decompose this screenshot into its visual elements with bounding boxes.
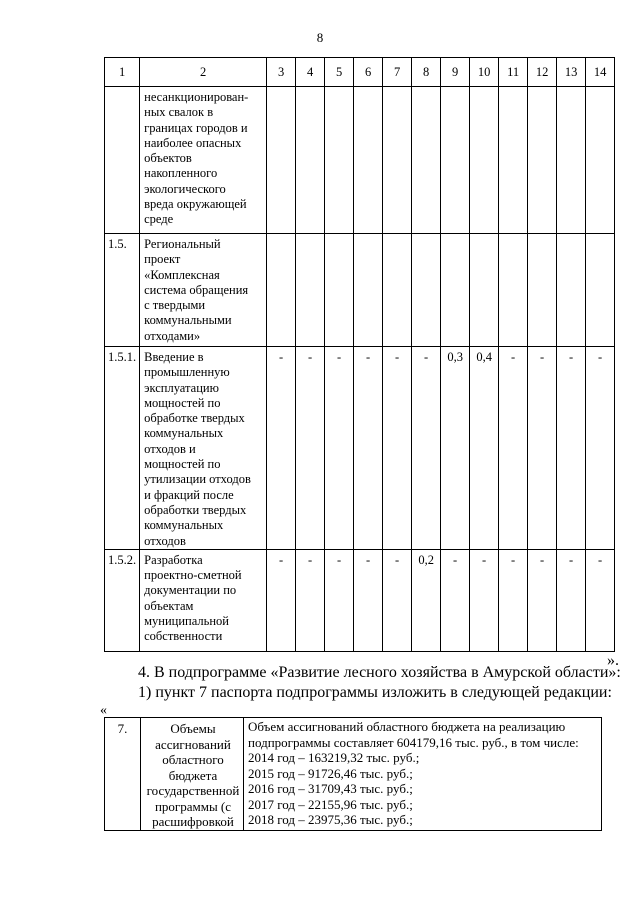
column-header: 14	[586, 58, 615, 87]
value-cell: -	[325, 549, 354, 651]
value-cell	[354, 234, 383, 347]
label-line: государственной	[146, 783, 240, 798]
description-line: коммунальными	[144, 313, 232, 328]
value-cell	[325, 234, 354, 347]
value-cell	[296, 234, 325, 347]
description-line: отходами»	[144, 328, 201, 343]
table-row	[105, 87, 615, 234]
value-cell	[586, 234, 615, 347]
value-cell: -	[354, 549, 383, 651]
value-cell: -	[383, 549, 412, 651]
text-line: 2014 год – 163219,32 тыс. руб.;	[248, 750, 420, 765]
column-header: 12	[528, 58, 557, 87]
passport-label	[141, 718, 244, 831]
description-line: объектам	[144, 598, 194, 613]
value-cell	[383, 87, 412, 234]
row-description	[140, 347, 267, 550]
column-header: 8	[412, 58, 441, 87]
column-header: 5	[325, 58, 354, 87]
table-row	[105, 347, 615, 550]
description-line: вреда окружающей	[144, 197, 247, 212]
description-line: обработке твердых	[144, 411, 245, 426]
funding-table	[104, 57, 615, 652]
column-header: 4	[296, 58, 325, 87]
description-line: проектно-сметной	[144, 568, 242, 583]
description-line: накопленного	[144, 166, 218, 181]
row-number	[105, 87, 140, 234]
value-cell: 0,3	[441, 347, 470, 550]
value-cell: -	[267, 549, 296, 651]
value-cell: -	[557, 549, 586, 651]
description-line: экологического	[144, 181, 226, 196]
description-line: обработки твердых	[144, 502, 247, 517]
description-line: Разработка	[144, 552, 203, 567]
description-line: коммунальных	[144, 426, 224, 441]
text-line: 2016 год – 31709,43 тыс. руб.;	[248, 781, 413, 796]
description-line: и фракций после	[144, 487, 234, 502]
value-cell: -	[586, 347, 615, 550]
value-cell: -	[383, 347, 412, 550]
value-cell	[470, 234, 499, 347]
row-description	[140, 87, 267, 234]
page-number: 8	[316, 30, 324, 45]
value-cell: -	[557, 347, 586, 550]
paragraph-subprogram: 4. В подпрограмме «Развитие лесного хозяйства в Амурской области»:	[138, 664, 621, 681]
value-cell: -	[441, 549, 470, 651]
row-number: 1.5.	[105, 234, 140, 347]
value-cell	[528, 87, 557, 234]
description-line: среде	[144, 212, 174, 227]
value-cell	[586, 87, 615, 234]
column-header: 9	[441, 58, 470, 87]
column-header: 11	[499, 58, 528, 87]
value-cell	[412, 234, 441, 347]
description-line: документации по	[144, 583, 237, 598]
description-line: Введение в	[144, 350, 204, 364]
passport-text	[244, 718, 602, 831]
description-line: границах городов и	[144, 120, 248, 135]
description-line: «Комплексная	[144, 267, 220, 282]
description-line: Региональный	[144, 237, 221, 251]
value-cell: -	[267, 347, 296, 550]
text-line: подпрограммы составляет 604179,16 тыс. руб., в том числе:	[248, 734, 579, 750]
value-cell	[557, 234, 586, 347]
value-cell: -	[499, 549, 528, 651]
description-line: ных свалок в	[144, 105, 214, 120]
value-cell	[499, 87, 528, 234]
description-line: муниципальной	[144, 614, 229, 629]
value-cell: -	[586, 549, 615, 651]
table-row	[105, 234, 615, 347]
column-header: 3	[267, 58, 296, 87]
column-header: 10	[470, 58, 499, 87]
description-line: собственности	[144, 629, 223, 644]
paragraph-item: 1) пункт 7 паспорта подпрограммы изложить в следующей редакции:	[138, 684, 612, 701]
value-cell	[383, 234, 412, 347]
label-line: ассигнований	[155, 736, 231, 752]
description-line: мощностей по	[144, 457, 221, 472]
row-number: 1.5.2.	[105, 549, 140, 651]
passport-item-number: 7.	[105, 718, 141, 831]
value-cell	[412, 87, 441, 234]
value-cell	[296, 87, 325, 234]
description-line: система обращения	[144, 282, 249, 297]
description-line: мощностей по	[144, 395, 221, 410]
row-description	[140, 234, 267, 347]
description-line: с твердыми	[144, 298, 206, 313]
value-cell: -	[325, 347, 354, 550]
column-header: 2	[140, 58, 267, 87]
passport-table	[104, 717, 602, 831]
text-line: 2015 год – 91726,46 тыс. руб.;	[248, 765, 413, 781]
description-line: наиболее опасных	[144, 135, 242, 150]
value-cell: -	[296, 347, 325, 550]
description-line: коммунальных	[144, 518, 224, 533]
column-header: 6	[354, 58, 383, 87]
value-cell: -	[528, 549, 557, 651]
column-header: 1	[105, 58, 140, 87]
column-header: 13	[557, 58, 586, 87]
value-cell: 0,4	[470, 347, 499, 550]
description-line: утилизации отходов	[144, 472, 251, 487]
value-cell	[441, 87, 470, 234]
value-cell	[528, 234, 557, 347]
closing-quote: ».	[607, 652, 619, 669]
value-cell: -	[470, 549, 499, 651]
description-line: отходов и	[144, 441, 196, 456]
value-cell: -	[499, 347, 528, 550]
text-line: Объем ассигнований областного бюджета на реализацию	[248, 719, 566, 734]
value-cell	[499, 234, 528, 347]
value-cell	[354, 87, 383, 234]
description-line: несанкционирован-	[144, 90, 249, 104]
description-line: отходов	[144, 533, 186, 548]
value-cell: 0,2	[412, 549, 441, 651]
header-row	[105, 58, 615, 87]
label-line: Объемы	[170, 721, 216, 736]
table-row	[105, 549, 615, 651]
text-line: 2017 год – 22155,96 тыс. руб.;	[248, 796, 413, 812]
row-description	[140, 549, 267, 651]
label-line: областного	[162, 752, 224, 767]
description-line: эксплуатацию	[144, 380, 219, 395]
description-line: промышленную	[144, 365, 230, 380]
value-cell	[325, 87, 354, 234]
column-header: 7	[383, 58, 412, 87]
value-cell	[470, 87, 499, 234]
value-cell	[267, 234, 296, 347]
value-cell: -	[412, 347, 441, 550]
label-line: программы (с	[154, 798, 232, 814]
description-line: объектов	[144, 151, 192, 166]
value-cell	[557, 87, 586, 234]
value-cell	[267, 87, 296, 234]
value-cell: -	[354, 347, 383, 550]
label-line: расшифровкой	[152, 814, 234, 829]
label-line: бюджета	[168, 767, 218, 783]
value-cell: -	[296, 549, 325, 651]
opening-quote: «	[100, 703, 107, 718]
value-cell: -	[528, 347, 557, 550]
text-line: 2018 год – 23975,36 тыс. руб.;	[248, 812, 413, 827]
description-line: проект	[144, 252, 181, 267]
value-cell	[441, 234, 470, 347]
row-number: 1.5.1.	[105, 347, 140, 550]
